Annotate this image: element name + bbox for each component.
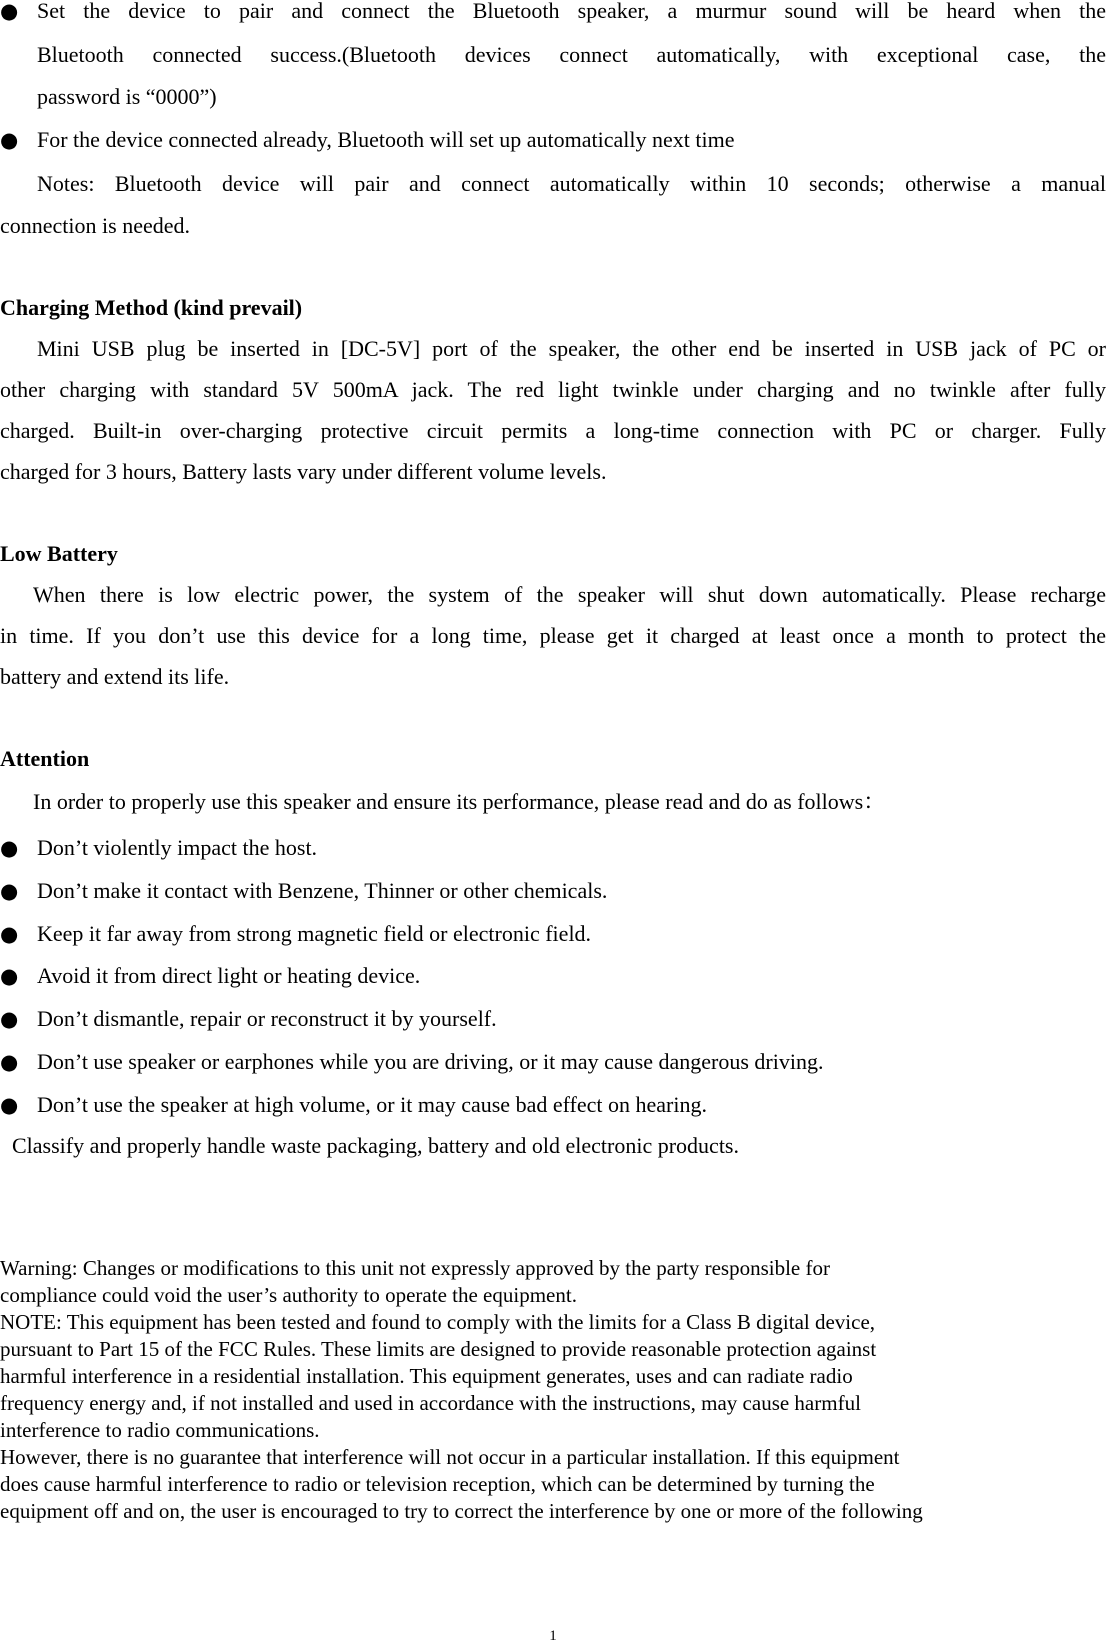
- bullet-icon: ●: [0, 879, 19, 903]
- fcc-line: equipment off and on, the user is encouraged to try to correct the interference by one or more of the following: [0, 1499, 923, 1523]
- bluetooth-notes-line1: Notes: Bluetooth device will pair and connect automatically within 10 seconds; otherwise a manual: [37, 171, 1106, 196]
- charging-line4: charged for 3 hours, Battery lasts vary under different volume levels.: [0, 459, 607, 484]
- attention-item-text: Avoid it from direct light or heating device.: [37, 963, 421, 988]
- bluetooth-item1-line1: Set the device to pair and connect the Bluetooth speaker, a murmur sound will be heard when the: [37, 0, 1106, 23]
- fcc-line: Warning: Changes or modifications to this unit not expressly approved by the party responsible for: [0, 1256, 830, 1280]
- fcc-line: pursuant to Part 15 of the FCC Rules. These limits are designed to provide reasonable protection against: [0, 1337, 877, 1361]
- bullet-icon: ●: [0, 964, 19, 988]
- fcc-line: However, there is no guarantee that interference will not occur in a particular installation. If this equipment: [0, 1445, 900, 1469]
- low-battery-heading: Low Battery: [0, 541, 118, 566]
- fcc-line: harmful interference in a residential installation. This equipment generates, uses and can radiate radio: [0, 1364, 853, 1388]
- bullet-icon: ●: [0, 1093, 19, 1117]
- fcc-line: does cause harmful interference to radio or television reception, which can be determined by turning the: [0, 1472, 875, 1496]
- bluetooth-notes-line2: connection is needed.: [0, 213, 190, 238]
- bullet-icon: ●: [0, 922, 19, 946]
- attention-heading: Attention: [0, 746, 90, 771]
- low-battery-line1: When there is low electric power, the system of the speaker will shut down automatically. Please recharge: [33, 582, 1106, 607]
- bluetooth-item1-line3: password is “0000”): [37, 84, 217, 109]
- bluetooth-item1-line2: Bluetooth connected success.(Bluetooth devices connect automatically, with exceptional case, the: [37, 42, 1106, 67]
- fcc-line: frequency energy and, if not installed and used in accordance with the instructions, may cause harmful: [0, 1391, 861, 1415]
- attention-item-text: Don’t make it contact with Benzene, Thinner or other chemicals.: [37, 878, 608, 903]
- attention-item-text: Don’t dismantle, repair or reconstruct it by yourself.: [37, 1006, 497, 1031]
- charging-line1: Mini USB plug be inserted in [DC-5V] port of the speaker, the other end be inserted in USB jack of PC or: [37, 336, 1106, 361]
- attention-item-text: Don’t use the speaker at high volume, or it may cause bad effect on hearing.: [37, 1092, 707, 1117]
- page-number: 1: [549, 1628, 557, 1644]
- fcc-line: NOTE: This equipment has been tested and found to comply with the limits for a Class B digital device,: [0, 1310, 876, 1334]
- attention-intro: In order to properly use this speaker and ensure its performance, please read and do as follows：: [33, 789, 886, 814]
- bullet-icon: ●: [0, 0, 19, 23]
- charging-line2: other charging with standard 5V 500mA jack. The red light twinkle under charging and no twinkle after fully: [0, 377, 1106, 402]
- charging-line3: charged. Built-in over-charging protective circuit permits a long-time connection with PC or charger. Fully: [0, 418, 1106, 443]
- bullet-icon: ●: [0, 128, 19, 152]
- bullet-icon: ●: [0, 1050, 19, 1074]
- low-battery-line2: in time. If you don’t use this device for a long time, please get it charged at least once a month to protect the: [0, 623, 1106, 648]
- attention-closing: Classify and properly handle waste packaging, battery and old electronic products.: [12, 1133, 739, 1158]
- bullet-icon: ●: [0, 836, 19, 860]
- attention-item-text: Keep it far away from strong magnetic field or electronic field.: [37, 921, 592, 946]
- low-battery-line3: battery and extend its life.: [0, 664, 230, 689]
- bluetooth-item2: For the device connected already, Bluetooth will set up automatically next time: [37, 127, 735, 152]
- fcc-line: interference to radio communications.: [0, 1418, 320, 1442]
- attention-item-text: Don’t use speaker or earphones while you are driving, or it may cause dangerous driving.: [37, 1049, 824, 1074]
- bullet-icon: ●: [0, 1007, 19, 1031]
- charging-heading: Charging Method (kind prevail): [0, 295, 303, 320]
- fcc-line: compliance could void the user’s authority to operate the equipment.: [0, 1283, 577, 1307]
- attention-item-text: Don’t violently impact the host.: [37, 835, 318, 860]
